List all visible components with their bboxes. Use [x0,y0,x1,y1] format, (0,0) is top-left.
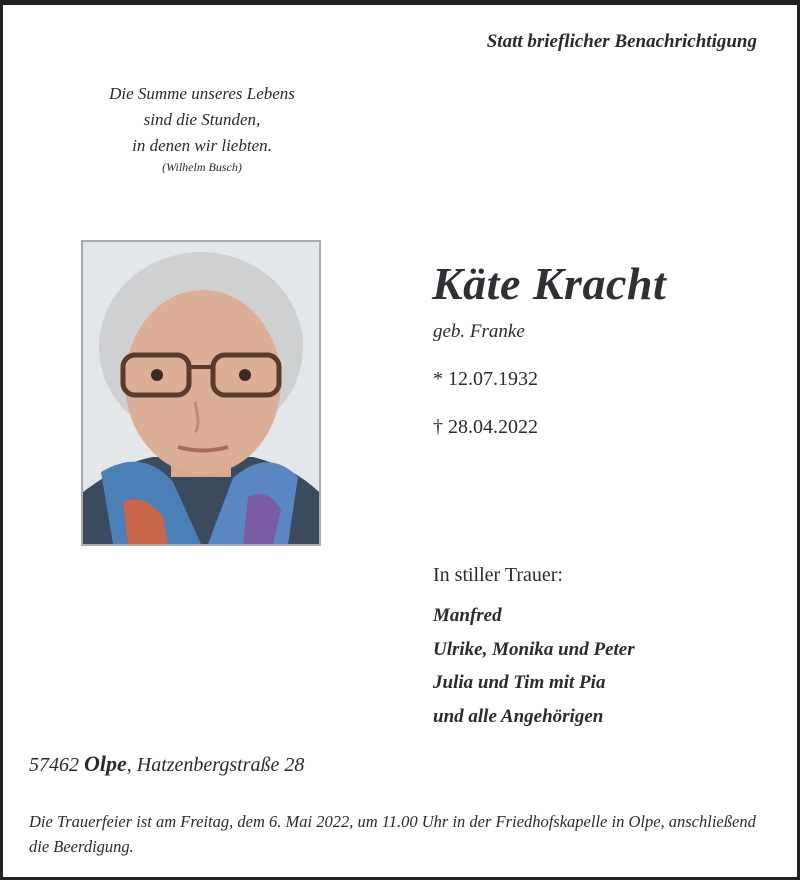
mourning-intro: In stiller Trauer: [433,564,563,586]
notice-header: Statt brieflicher Benachrichtigung [486,31,757,52]
funeral-info: Die Trauerfeier ist am Freitag, dem 6. Mai 2022, um 11.00 Uhr in der Friedhofskapelle in Olpe, anschließend die Beerdigung. [29,812,756,856]
maiden-name: geb. Franke [433,321,525,342]
city-name: Olpe [84,751,127,776]
mourners-list [433,599,635,733]
portrait-photo [81,240,321,546]
deceased-name: Käte Kracht [432,258,667,309]
portrait-image [83,242,319,544]
mourner-name: Julia und Tim mit Pia [433,672,606,693]
memorial-quote [63,81,341,175]
death-date: † 28.04.2022 [433,416,538,438]
mourner-name: Manfred [433,605,502,626]
quote-line: Die Summe unseres Lebens [109,84,295,103]
quote-author: (Wilhelm Busch) [162,160,242,174]
birth-date: * 12.07.1932 [433,368,538,390]
mourner-name: Ulrike, Monika und Peter [433,638,635,660]
quote-line: in denen wir liebten. [132,136,272,155]
street-address: , Hatzenbergstraße 28 [126,754,305,776]
mourner-name: und alle Angehörigen [433,705,604,727]
zip-code: 57462 [29,754,79,776]
address-line [29,751,304,777]
quote-line: sind die Stunden, [143,110,261,129]
